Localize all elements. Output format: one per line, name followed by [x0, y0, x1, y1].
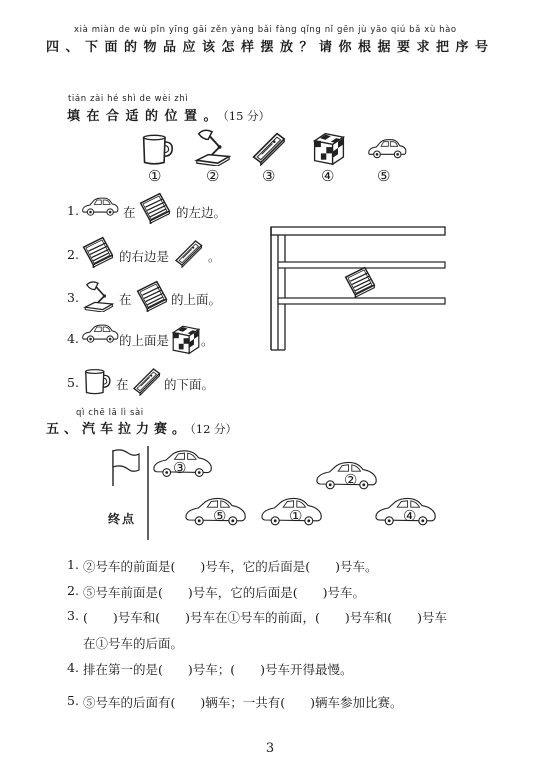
section5-heading: 五、汽车拉力赛。 [46, 422, 191, 437]
s5-q2-num: 2. [67, 583, 79, 598]
pencil-box-icon [173, 238, 203, 268]
s4-q1-text-b: 的左边。 [176, 205, 227, 220]
section5-score: （12 分） [190, 422, 238, 436]
section4-heading-line1: 四、下面的物品应该怎样摆放？请你根据要求把序号 [46, 40, 495, 55]
s4-q3-text-a: 在 [119, 292, 132, 307]
section4-pinyin-line1: xià miàn de wù pǐn yīng gāi zěn yàng bǎi fàng qǐng nǐ gēn jù yāo qiú bǎ xù hào [74, 25, 457, 35]
page-number: 3 [265, 741, 275, 756]
magic-cube-icon [311, 130, 347, 166]
s4-q4-text-b: 。 [201, 333, 214, 348]
car-number-5: ⑤ [213, 507, 227, 525]
car-number-3: ③ [173, 459, 187, 477]
toy-car-icon [81, 196, 119, 218]
s5-q1-num: 1. [67, 557, 79, 572]
s4-q3-text-b: 的上面。 [171, 292, 222, 307]
section4-pinyin-line2: tián zài hé shì de wèi zhì [68, 94, 189, 104]
abacus-icon [136, 280, 168, 312]
s5-q5-num: 5. [67, 693, 79, 708]
pencil-box-icon [250, 130, 286, 166]
abacus-icon [139, 192, 171, 224]
s5-q5-text: ⑤号车的后面有( )辆车；一共有( )辆车参加比赛。 [83, 695, 403, 710]
item-number-3: ③ [262, 167, 276, 185]
section5-heading-row [46, 418, 237, 437]
item-number-1: ① [148, 167, 162, 185]
s4-q1-num: 1. [67, 203, 79, 218]
s4-q4-num: 4. [67, 331, 79, 346]
s5-q4-text: 排在第一的是( )号车；( )号车开得最慢。 [83, 662, 353, 677]
s4-q5-text-b: 的下面。 [164, 377, 215, 392]
s5-q3-num: 3. [67, 608, 79, 623]
pencil-box-icon [131, 366, 161, 396]
abacus-icon [344, 265, 376, 299]
section5-pinyin: qì chē lā lì sài [76, 408, 144, 418]
s4-q2-text-a: 的右边是 [119, 249, 170, 264]
s4-q4-text-a: 的上面是 [119, 333, 170, 348]
finish-line [108, 446, 158, 542]
s4-q2-num: 2. [67, 247, 79, 262]
finish-label: 终点 [108, 512, 137, 526]
s5-q4-num: 4. [67, 660, 79, 675]
cup-icon [139, 134, 175, 166]
s5-q3-text-cont: 在①号车的后面。 [83, 636, 184, 651]
desk-lamp-icon [193, 128, 231, 166]
car-number-2: ② [344, 471, 358, 489]
s4-q3-num: 3. [67, 290, 79, 305]
s5-q2-text: ⑤号车前面是( )号车，它的后面是( )号车。 [83, 585, 366, 600]
item-number-5: ⑤ [377, 167, 391, 185]
cup-icon [82, 368, 112, 396]
s4-q1-text-a: 在 [123, 205, 136, 220]
s4-q5-num: 5. [67, 375, 79, 390]
item-number-4: ④ [321, 167, 335, 185]
item-number-2: ② [206, 167, 220, 185]
s4-q5-text-a: 在 [116, 377, 129, 392]
abacus-icon [82, 236, 114, 268]
toy-car-icon [81, 323, 119, 345]
s4-q2-text-b: 。 [208, 249, 221, 264]
section4-heading-line2-row [67, 105, 270, 124]
s5-q3-text: ( )号车和( )号车在①号车的前面，( )号车和( )号车 [83, 610, 448, 625]
section4-score: （15 分） [223, 109, 271, 123]
toy-car-icon [367, 138, 407, 160]
desk-lamp-icon [82, 280, 114, 312]
section4-heading-line2: 填在合适的位置。 [67, 109, 224, 124]
car-number-1: ① [289, 507, 303, 525]
magic-cube-icon [170, 323, 202, 355]
car-number-4: ④ [403, 507, 417, 525]
s5-q1-text: ②号车的前面是( )号车，它的后面是( )号车。 [83, 559, 378, 574]
